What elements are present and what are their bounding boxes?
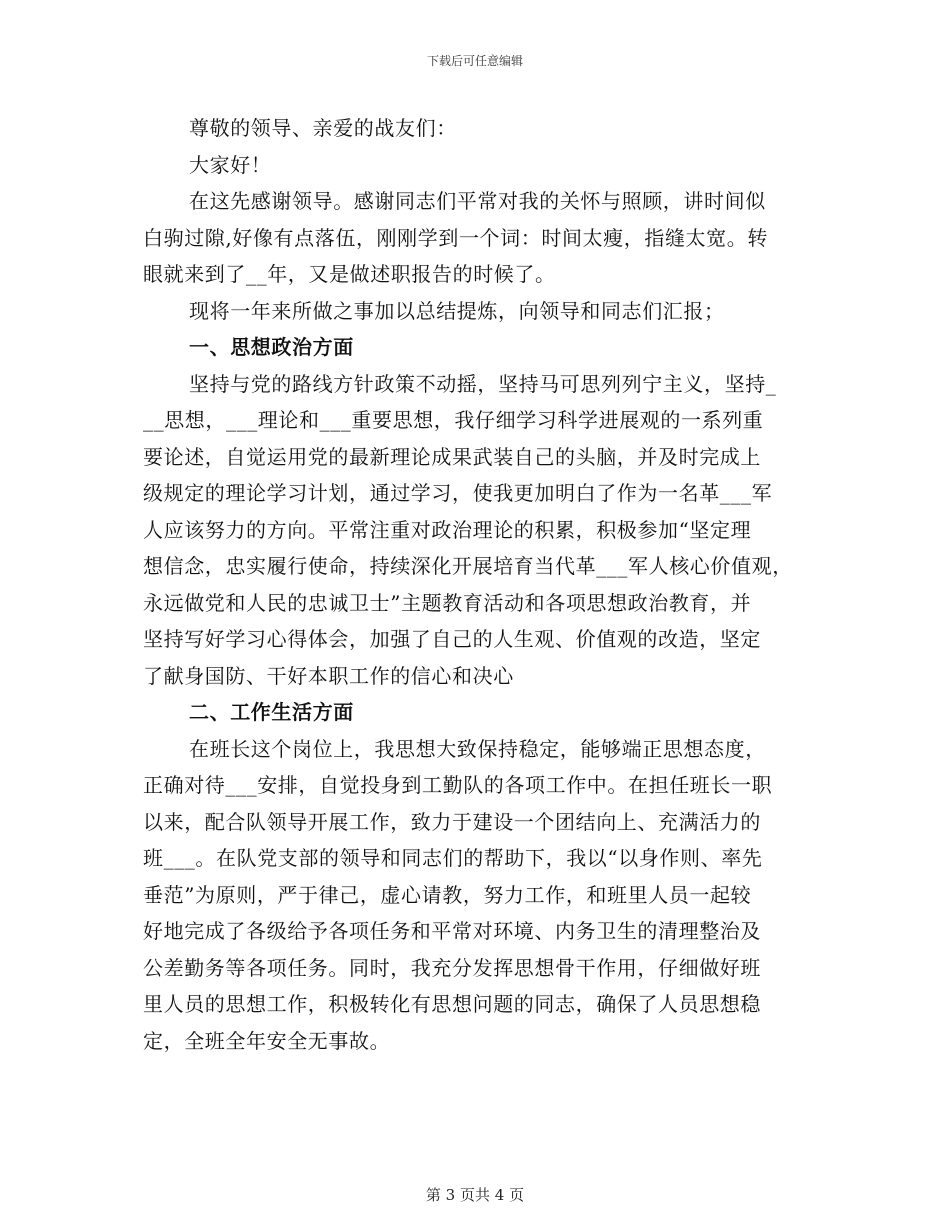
text-line: 眼就来到了__年，又是做述职报告的时候了。 (143, 262, 556, 286)
section-heading: 二、工作生活方面 (189, 700, 354, 724)
text-line: 要论述，自觉运用党的最新理论成果武装自己的头脑，并及时完成上 (143, 444, 761, 469)
section-heading: 一、思想政治方面 (189, 335, 354, 359)
text-line: 里人员的思想工作，积极转化有思想问题的同志，确保了人员思想稳 (143, 992, 761, 1016)
text-line: 坚持与党的路线方针政策不动摇，坚持马可思列列宁主义，坚持_ (189, 371, 777, 396)
text-line: 在班长这个岗位上，我思想大致保持稳定，能够端正思想态度， (189, 736, 766, 761)
text-line: 想信念，忠实履行使命，持续深化开展培育当代革___军人核心价值观， (143, 554, 793, 578)
text-line: 白驹过隙,好像有点落伍，刚刚学到一个词：时间太瘦，指缝太宽。转 (143, 225, 768, 250)
text-line: 永远做党和人民的忠诚卫士”主题教育活动和各项思想政治教育，并 (143, 590, 752, 615)
page-footer: 第 3 页共 4 页 (425, 1186, 525, 1204)
text-line: 好地完成了各级给予各项任务和平常对环境、内务卫生的清理整治及 (143, 919, 761, 943)
text-line: 垂范”为原则，严于律己，虚心请教，努力工作，和班里人员一起较 (143, 882, 752, 907)
text-line: 定，全班全年安全无事故。 (143, 1028, 391, 1053)
text-line: 在这先感谢领导。感谢同志们平常对我的关怀与照顾，讲时间似 (189, 189, 766, 213)
text-line: 坚持写好学习心得体会，加强了自己的人生观、价值观的改造，坚定 (143, 627, 761, 651)
document-body (143, 110, 813, 1059)
text-line: __思想，___理论和___重要思想，我仔细学习科学进展观的一系列重 (143, 408, 764, 432)
text-line: 大家好！ (189, 152, 272, 177)
text-line: 正确对待___安排，自觉投身到工勤队的各项工作中。在担任班长一职 (143, 773, 773, 797)
text-line: 级规定的理论学习计划，通过学习，使我更加明白了作为一名革___军 (143, 481, 773, 505)
text-line: 以来，配合队领导开展工作，致力于建设一个团结向上、充满活力的 (143, 809, 761, 834)
text-line: 现将一年来所做之事加以总结提炼，向领导和同志们汇报； (189, 298, 725, 323)
text-line: 了献身国防、干好本职工作的信心和决心 (143, 663, 514, 688)
text-line: 班___。在队党支部的领导和同志们的帮助下，我以“以身作则、率先 (143, 846, 763, 870)
page-header: 下载后可任意编辑 (426, 54, 523, 68)
text-line: 尊敬的领导、亲爱的战友们： (189, 116, 457, 140)
text-line: 人应该努力的方向。平常注重对政治理论的积累，积极参加“坚定理 (143, 517, 752, 542)
text-line: 公差勤务等各项任务。同时，我充分发挥思想骨干作用，仔细做好班 (143, 955, 761, 980)
